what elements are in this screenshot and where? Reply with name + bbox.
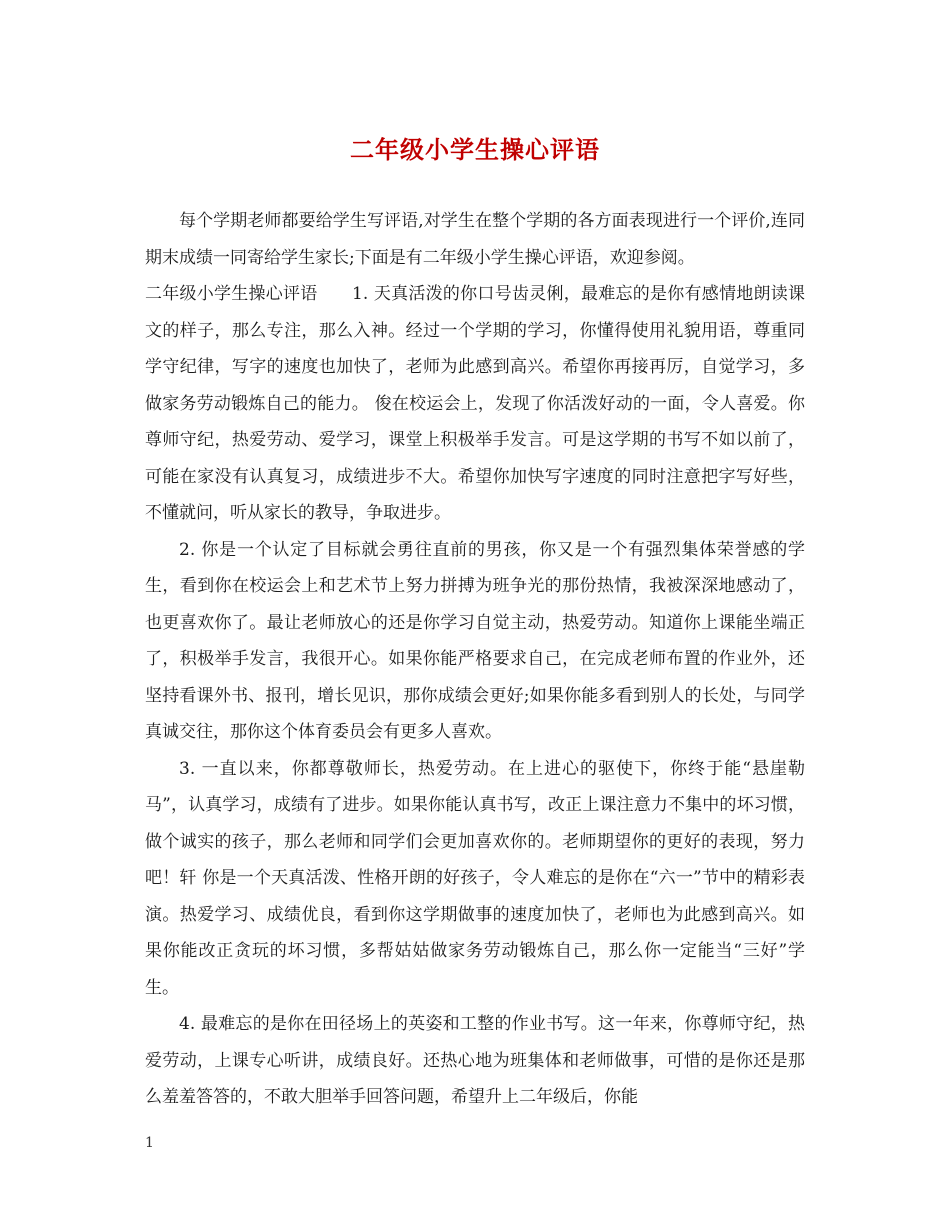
- paragraph-3: 3. 一直以来，你都尊敬师长，热爱劳动。在上进心的驱使下，你终于能“悬崖勒马”，认真学习，成绩有了进步。如果你能认真书写，改正上课注意力不集中的坏习惯，做个诚实的孩子，那么老师和同学们会更加喜欢你的。老师期望你的更好的表现，努力吧！轩 你是一个天真活泼、性格开朗的好孩子，令人难忘的是你在“六一”节中的精彩表演。热爱学习、成绩优良，看到你这学期做事的速度加快了，老师也为此感到高兴。如果你能改正贪玩的坏习惯，多帮姑姑做家务劳动锻炼自己，那么你一定能当“三好”学生。: [145, 758, 805, 998]
- page-number: 1: [145, 1135, 154, 1151]
- paragraph-1: 二年级小学生操心评语 1. 天真活泼的你口号齿灵俐，最难忘的是你有感情地朗读课文的样子，那么专注，那么入神。经过一个学期的学习，你懂得使用礼貌用语，尊重同学守纪律，写字的速度也加快了，老师为此感到高兴。希望你再接再厉，自觉学习，多做家务劳动锻炼自己的能力。 俊在校运会上，发现了你活泼好动的一面，令人喜爱。你尊师守纪，热爱劳动、爱学习，课堂上积极举手发言。可是这学期的书写不如以前了，可能在家没有认真复习，成绩进步不大。希望你加快写字速度的同时注意把字写好些，不懂就问，听从家长的教导，争取进步。: [145, 284, 805, 523]
- intro-paragraph: 每个学期老师都要给学生写评语,对学生在整个学期的各方面表现进行一个评价,连同期末成绩一同寄给学生家长;下面是有二年级小学生操心评语，欢迎参阅。: [145, 211, 805, 268]
- document-title: 二年级小学生操心评语: [350, 135, 600, 164]
- paragraph-2: 2. 你是一个认定了目标就会勇往直前的男孩，你又是一个有强烈集体荣誉感的学生，看到你在校运会上和艺术节上努力拼搏为班争光的那份热情，我被深深地感动了，也更喜欢你了。最让老师放心的还是你学习自觉主动，热爱劳动。知道你上课能坐端正了，积极举手发言，我很开心。如果你能严格要求自己，在完成老师布置的作业外，还坚持看课外书、报刊，增长见识，那你成绩会更好;如果你能多看到别人的长处，与同学真诚交往，那你这个体育委员会有更多人喜欢。: [145, 539, 805, 742]
- paragraph-4: 4. 最难忘的是你在田径场上的英姿和工整的作业书写。这一年来，你尊师守纪，热爱劳动，上课专心听讲，成绩良好。还热心地为班集体和老师做事，可惜的是你还是那么羞羞答答的，不敢大胆举手回答问题，希望升上二年级后，你能: [145, 1014, 805, 1107]
- document-body: [145, 203, 805, 1116]
